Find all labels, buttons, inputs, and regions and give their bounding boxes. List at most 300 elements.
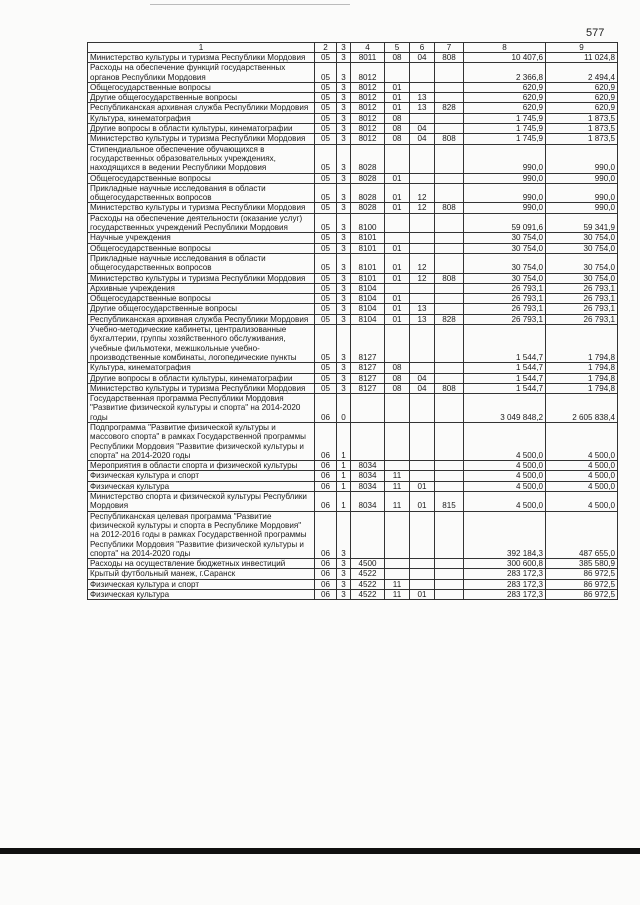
cell-amount-2016: 4 500,0	[546, 461, 618, 471]
table-row	[88, 294, 618, 304]
cell-amount-2016: 2 605 838,4	[546, 394, 618, 423]
cell-section: 08	[385, 373, 410, 383]
cell-amount-2015: 26 793,1	[464, 314, 546, 324]
cell-pp: 3	[337, 233, 351, 243]
cell-amount-2015: 990,0	[464, 183, 546, 203]
cell-subsection	[410, 363, 435, 373]
row-name: Физическая культура и спорт	[88, 579, 315, 589]
cell-subsection: 13	[410, 304, 435, 314]
cell-amount-2016: 1 873,5	[546, 124, 618, 134]
table-row	[88, 93, 618, 103]
cell-csr: 8012	[351, 103, 385, 113]
cell-pp: 3	[337, 203, 351, 213]
cell-csr: 8127	[351, 383, 385, 393]
cell-amount-2015: 26 793,1	[464, 294, 546, 304]
row-name: Расходы на осуществление бюджетных инвестиций	[88, 559, 315, 569]
table-row	[88, 394, 618, 423]
cell-subsection: 04	[410, 53, 435, 63]
cell-section: 01	[385, 93, 410, 103]
cell-amount-2016: 990,0	[546, 183, 618, 203]
cell-amount-2015: 300 600,8	[464, 559, 546, 569]
table-header-row	[88, 43, 618, 53]
table-row	[88, 173, 618, 183]
cell-gp: 06	[315, 511, 337, 558]
cell-gp: 05	[315, 253, 337, 273]
table-body	[88, 53, 618, 600]
cell-grbs	[435, 93, 464, 103]
cell-amount-2016: 26 793,1	[546, 294, 618, 304]
cell-csr: 8028	[351, 183, 385, 203]
cell-gp: 05	[315, 383, 337, 393]
cell-csr: 8012	[351, 134, 385, 144]
cell-pp: 3	[337, 304, 351, 314]
row-name: Расходы на обеспечение функций государственных органов Республики Мордовия	[88, 63, 315, 83]
table-row	[88, 314, 618, 324]
row-name: Государственная программа Республики Мордовия "Развитие физической культуры и спорта" на 2014-2020 годы	[88, 394, 315, 423]
column-header: 9	[546, 43, 618, 53]
cell-subsection	[410, 243, 435, 253]
cell-amount-2016: 4 500,0	[546, 481, 618, 491]
cell-amount-2016: 86 972,5	[546, 569, 618, 579]
cell-subsection: 04	[410, 124, 435, 134]
cell-csr	[351, 422, 385, 460]
cell-amount-2015: 1 745,9	[464, 113, 546, 123]
cell-amount-2016: 385 580,9	[546, 559, 618, 569]
row-name: Республиканская архивная служба Республики Мордовия	[88, 103, 315, 113]
cell-csr: 4522	[351, 590, 385, 600]
cell-csr: 8104	[351, 314, 385, 324]
cell-amount-2015: 1 544,7	[464, 373, 546, 383]
row-name: Физическая культура	[88, 481, 315, 491]
cell-subsection: 13	[410, 93, 435, 103]
cell-subsection	[410, 113, 435, 123]
row-name: Другие вопросы в области культуры, кинематографии	[88, 124, 315, 134]
table-row	[88, 203, 618, 213]
cell-pp: 1	[337, 481, 351, 491]
cell-pp: 3	[337, 82, 351, 92]
cell-section: 08	[385, 363, 410, 373]
cell-gp: 06	[315, 579, 337, 589]
cell-grbs	[435, 294, 464, 304]
cell-section: 08	[385, 124, 410, 134]
cell-section: 11	[385, 471, 410, 481]
cell-pp: 1	[337, 422, 351, 460]
cell-gp: 05	[315, 144, 337, 173]
scan-bottom-bar	[0, 848, 640, 854]
cell-grbs	[435, 590, 464, 600]
cell-gp: 05	[315, 103, 337, 113]
table-row	[88, 471, 618, 481]
cell-subsection	[410, 173, 435, 183]
cell-pp: 3	[337, 590, 351, 600]
cell-subsection	[410, 461, 435, 471]
cell-grbs	[435, 283, 464, 293]
cell-pp: 3	[337, 183, 351, 203]
cell-gp: 05	[315, 294, 337, 304]
cell-csr: 8127	[351, 363, 385, 373]
cell-amount-2015: 3 049 848,2	[464, 394, 546, 423]
cell-grbs: 815	[435, 492, 464, 512]
cell-subsection: 12	[410, 203, 435, 213]
cell-section	[385, 63, 410, 83]
cell-section	[385, 394, 410, 423]
cell-pp: 3	[337, 134, 351, 144]
cell-amount-2016: 30 754,0	[546, 243, 618, 253]
cell-grbs	[435, 373, 464, 383]
cell-section: 01	[385, 243, 410, 253]
cell-csr: 8034	[351, 461, 385, 471]
table-row	[88, 134, 618, 144]
cell-gp: 06	[315, 461, 337, 471]
cell-subsection	[410, 82, 435, 92]
cell-csr: 8028	[351, 203, 385, 213]
cell-amount-2015: 620,9	[464, 82, 546, 92]
cell-amount-2016: 620,9	[546, 93, 618, 103]
cell-subsection	[410, 471, 435, 481]
table-row	[88, 124, 618, 134]
cell-section	[385, 461, 410, 471]
cell-pp: 3	[337, 63, 351, 83]
cell-csr: 8012	[351, 113, 385, 123]
row-name: Крытый футбольный манеж, г.Саранск	[88, 569, 315, 579]
cell-csr: 8101	[351, 233, 385, 243]
cell-grbs	[435, 471, 464, 481]
cell-grbs	[435, 422, 464, 460]
cell-section: 01	[385, 82, 410, 92]
row-name: Общегосударственные вопросы	[88, 173, 315, 183]
cell-pp: 3	[337, 373, 351, 383]
cell-section: 01	[385, 103, 410, 113]
table-row	[88, 461, 618, 471]
table-row	[88, 511, 618, 558]
cell-csr: 8100	[351, 213, 385, 233]
cell-gp: 05	[315, 82, 337, 92]
row-name: Республиканская целевая программа "Развитие физической культуры и спорта в Республике Мордовия" на 2012-2016 годы в рамках Государственной программы Республики Мордовия "Развитие физической культуры и спорта" на 2014-2020 годы	[88, 511, 315, 558]
cell-amount-2015: 30 754,0	[464, 273, 546, 283]
cell-grbs	[435, 461, 464, 471]
cell-csr: 8028	[351, 144, 385, 173]
cell-gp: 05	[315, 304, 337, 314]
cell-grbs	[435, 559, 464, 569]
cell-grbs	[435, 304, 464, 314]
cell-grbs	[435, 63, 464, 83]
cell-subsection: 04	[410, 383, 435, 393]
cell-csr: 4500	[351, 559, 385, 569]
row-name: Физическая культура и спорт	[88, 471, 315, 481]
table-row	[88, 373, 618, 383]
table-row	[88, 243, 618, 253]
cell-pp: 3	[337, 103, 351, 113]
cell-amount-2016: 59 341,9	[546, 213, 618, 233]
cell-subsection: 12	[410, 183, 435, 203]
cell-grbs	[435, 144, 464, 173]
cell-section: 08	[385, 53, 410, 63]
cell-pp: 3	[337, 579, 351, 589]
cell-amount-2015: 283 172,3	[464, 590, 546, 600]
cell-section: 11	[385, 590, 410, 600]
row-name: Другие общегосударственные вопросы	[88, 304, 315, 314]
cell-section	[385, 233, 410, 243]
cell-pp: 1	[337, 471, 351, 481]
row-name: Подпрограмма "Развитие физической культуры и массового спорта" в рамках Государственной программы Республики Мордовия "Развитие физической культуры и спорта" на 2014-2020 годы	[88, 422, 315, 460]
cell-gp: 06	[315, 569, 337, 579]
cell-amount-2016: 487 655,0	[546, 511, 618, 558]
cell-grbs	[435, 394, 464, 423]
cell-csr	[351, 511, 385, 558]
cell-amount-2016: 30 754,0	[546, 253, 618, 273]
cell-section: 01	[385, 183, 410, 203]
cell-section: 11	[385, 481, 410, 491]
cell-pp: 3	[337, 569, 351, 579]
table-row	[88, 183, 618, 203]
cell-amount-2015: 10 407,6	[464, 53, 546, 63]
table-row	[88, 283, 618, 293]
cell-grbs: 828	[435, 314, 464, 324]
table-row	[88, 383, 618, 393]
cell-amount-2015: 392 184,3	[464, 511, 546, 558]
cell-grbs	[435, 363, 464, 373]
cell-subsection	[410, 144, 435, 173]
cell-amount-2015: 1 544,7	[464, 363, 546, 373]
row-name: Общегосударственные вопросы	[88, 294, 315, 304]
cell-pp: 3	[337, 93, 351, 103]
row-name: Мероприятия в области спорта и физической культуры	[88, 461, 315, 471]
row-name: Физическая культура	[88, 590, 315, 600]
table-row	[88, 481, 618, 491]
cell-grbs: 828	[435, 103, 464, 113]
cell-amount-2016: 26 793,1	[546, 304, 618, 314]
cell-amount-2015: 4 500,0	[464, 492, 546, 512]
cell-subsection	[410, 283, 435, 293]
cell-grbs	[435, 233, 464, 243]
cell-grbs	[435, 124, 464, 134]
row-name: Министерство культуры и туризма Республики Мордовия	[88, 273, 315, 283]
cell-section	[385, 422, 410, 460]
cell-subsection: 01	[410, 492, 435, 512]
column-header: 2	[315, 43, 337, 53]
cell-gp: 05	[315, 173, 337, 183]
cell-amount-2016: 4 500,0	[546, 422, 618, 460]
cell-grbs	[435, 82, 464, 92]
cell-gp: 05	[315, 363, 337, 373]
cell-csr: 8012	[351, 93, 385, 103]
cell-amount-2016: 1 794,8	[546, 325, 618, 363]
cell-amount-2016: 26 793,1	[546, 283, 618, 293]
cell-grbs	[435, 325, 464, 363]
row-name: Республиканская архивная служба Республики Мордовия	[88, 314, 315, 324]
cell-gp: 05	[315, 124, 337, 134]
cell-section	[385, 325, 410, 363]
cell-section: 08	[385, 383, 410, 393]
cell-amount-2015: 30 754,0	[464, 233, 546, 243]
cell-gp: 05	[315, 53, 337, 63]
cell-grbs: 808	[435, 134, 464, 144]
cell-grbs	[435, 213, 464, 233]
cell-pp: 3	[337, 559, 351, 569]
cell-section	[385, 569, 410, 579]
cell-amount-2016: 30 754,0	[546, 233, 618, 243]
column-header: 7	[435, 43, 464, 53]
cell-amount-2016: 1 794,8	[546, 383, 618, 393]
cell-amount-2016: 1 794,8	[546, 363, 618, 373]
cell-gp: 06	[315, 422, 337, 460]
cell-amount-2015: 1 745,9	[464, 134, 546, 144]
cell-grbs: 808	[435, 203, 464, 213]
row-name: Прикладные научные исследования в области общегосударственных вопросов	[88, 183, 315, 203]
table-row	[88, 363, 618, 373]
cell-amount-2015: 1 544,7	[464, 325, 546, 363]
row-name: Учебно-методические кабинеты, централизованные бухгалтерии, группы хозяйственного обслуживания, учебные фильмотеки, межшкольные учебно-производственные комбинаты, логопедические пункты	[88, 325, 315, 363]
cell-gp: 06	[315, 559, 337, 569]
cell-grbs: 808	[435, 273, 464, 283]
row-name: Министерство спорта и физической культуры Республики Мордовия	[88, 492, 315, 512]
cell-amount-2015: 1 745,9	[464, 124, 546, 134]
cell-gp: 06	[315, 590, 337, 600]
cell-amount-2015: 990,0	[464, 144, 546, 173]
row-name: Министерство культуры и туризма Республики Мордовия	[88, 134, 315, 144]
cell-amount-2015: 620,9	[464, 93, 546, 103]
cell-grbs	[435, 183, 464, 203]
cell-amount-2016: 4 500,0	[546, 471, 618, 481]
cell-csr: 8104	[351, 283, 385, 293]
cell-csr: 8104	[351, 294, 385, 304]
cell-grbs: 808	[435, 383, 464, 393]
row-name: Министерство культуры и туризма Республики Мордовия	[88, 53, 315, 63]
table-row	[88, 422, 618, 460]
cell-amount-2015: 990,0	[464, 203, 546, 213]
cell-amount-2016: 2 494,4	[546, 63, 618, 83]
cell-amount-2016: 1 873,5	[546, 113, 618, 123]
cell-amount-2015: 26 793,1	[464, 283, 546, 293]
cell-grbs	[435, 243, 464, 253]
cell-pp: 3	[337, 213, 351, 233]
cell-subsection	[410, 63, 435, 83]
cell-grbs	[435, 113, 464, 123]
table-row	[88, 233, 618, 243]
column-header: 3	[337, 43, 351, 53]
cell-section: 01	[385, 253, 410, 273]
cell-pp: 3	[337, 144, 351, 173]
cell-amount-2015: 620,9	[464, 103, 546, 113]
cell-amount-2016: 990,0	[546, 173, 618, 183]
cell-section: 01	[385, 203, 410, 213]
cell-gp: 06	[315, 471, 337, 481]
cell-pp: 3	[337, 383, 351, 393]
cell-amount-2016: 4 500,0	[546, 492, 618, 512]
cell-section: 01	[385, 314, 410, 324]
cell-subsection	[410, 511, 435, 558]
table-row	[88, 559, 618, 569]
cell-section: 08	[385, 113, 410, 123]
cell-amount-2015: 283 172,3	[464, 569, 546, 579]
cell-gp: 05	[315, 183, 337, 203]
cell-section	[385, 283, 410, 293]
cell-pp: 3	[337, 294, 351, 304]
cell-section: 01	[385, 294, 410, 304]
cell-gp: 06	[315, 481, 337, 491]
cell-amount-2015: 26 793,1	[464, 304, 546, 314]
row-name: Культура, кинематография	[88, 363, 315, 373]
cell-csr: 8127	[351, 325, 385, 363]
cell-subsection: 13	[410, 314, 435, 324]
cell-gp: 05	[315, 213, 337, 233]
cell-pp: 1	[337, 492, 351, 512]
cell-pp: 3	[337, 283, 351, 293]
cell-section: 01	[385, 304, 410, 314]
row-name: Стипендиальное обеспечение обучающихся в государственных образовательных учреждениях, находящихся в ведении Республики Мордовия	[88, 144, 315, 173]
cell-amount-2015: 4 500,0	[464, 461, 546, 471]
table-row	[88, 63, 618, 83]
cell-gp: 06	[315, 394, 337, 423]
cell-subsection: 04	[410, 373, 435, 383]
cell-grbs	[435, 253, 464, 273]
cell-pp: 1	[337, 461, 351, 471]
cell-pp: 3	[337, 363, 351, 373]
cell-amount-2016: 1 794,8	[546, 373, 618, 383]
cell-amount-2015: 990,0	[464, 173, 546, 183]
cell-pp: 3	[337, 273, 351, 283]
cell-gp: 05	[315, 203, 337, 213]
cell-csr: 8011	[351, 53, 385, 63]
cell-subsection	[410, 394, 435, 423]
cell-pp: 3	[337, 314, 351, 324]
table-row	[88, 325, 618, 363]
cell-csr: 8101	[351, 273, 385, 283]
cell-subsection	[410, 294, 435, 304]
cell-grbs	[435, 579, 464, 589]
row-name: Общегосударственные вопросы	[88, 243, 315, 253]
cell-subsection	[410, 233, 435, 243]
cell-gp: 05	[315, 373, 337, 383]
row-name: Расходы на обеспечение деятельности (оказание услуг) государственных учреждений Республики Мордовия	[88, 213, 315, 233]
cell-pp: 3	[337, 173, 351, 183]
row-name: Прикладные научные исследования в области общегосударственных вопросов	[88, 253, 315, 273]
cell-gp: 05	[315, 134, 337, 144]
cell-amount-2016: 30 754,0	[546, 273, 618, 283]
cell-gp: 05	[315, 243, 337, 253]
table-row	[88, 103, 618, 113]
cell-pp: 3	[337, 53, 351, 63]
cell-subsection	[410, 579, 435, 589]
table-row	[88, 569, 618, 579]
cell-amount-2015: 2 366,8	[464, 63, 546, 83]
cell-section	[385, 511, 410, 558]
cell-subsection: 04	[410, 134, 435, 144]
cell-gp: 05	[315, 233, 337, 243]
scan-top-line	[150, 4, 350, 5]
cell-amount-2015: 4 500,0	[464, 471, 546, 481]
cell-csr: 8101	[351, 253, 385, 273]
row-name: Архивные учреждения	[88, 283, 315, 293]
cell-csr	[351, 394, 385, 423]
cell-csr: 8104	[351, 304, 385, 314]
cell-subsection: 12	[410, 273, 435, 283]
table-row	[88, 492, 618, 512]
budget-table	[87, 42, 618, 600]
table-row	[88, 253, 618, 273]
cell-amount-2015: 4 500,0	[464, 481, 546, 491]
cell-amount-2015: 4 500,0	[464, 422, 546, 460]
table-row	[88, 304, 618, 314]
cell-amount-2015: 59 091,6	[464, 213, 546, 233]
cell-subsection	[410, 213, 435, 233]
row-name: Научные учреждения	[88, 233, 315, 243]
table-row	[88, 144, 618, 173]
cell-pp: 3	[337, 113, 351, 123]
cell-amount-2016: 1 873,5	[546, 134, 618, 144]
cell-csr: 8127	[351, 373, 385, 383]
cell-csr: 8034	[351, 471, 385, 481]
